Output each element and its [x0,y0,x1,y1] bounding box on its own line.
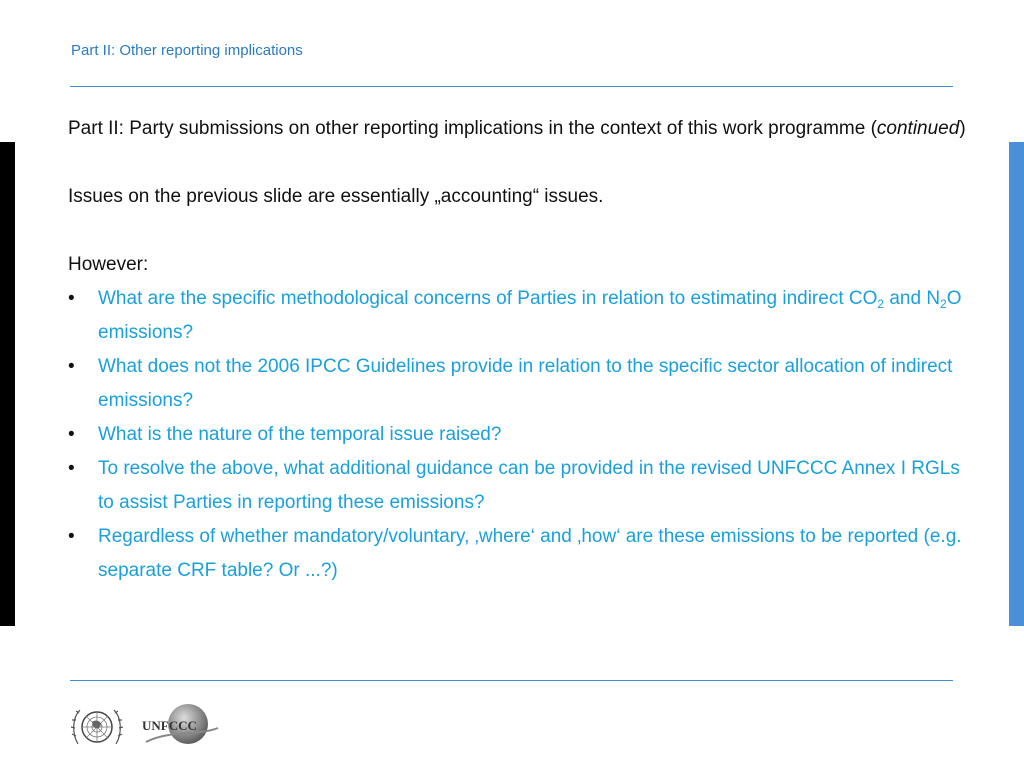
spacer [68,146,968,180]
question-item: • To resolve the above, what additional guidance can be provided in the revised UNFCCC Annex I RGLs to assist Parties in reporting these emissions? [68,452,968,520]
statement-paragraph: Issues on the previous slide are essentially „accounting“ issues. [68,186,604,207]
left-side-bar [0,142,15,626]
spacer [68,214,968,248]
bullet-icon: • [68,526,75,547]
intro-text: Part II: Party submissions on other reporting implications in the context of this work programme ( [68,118,877,139]
bottom-divider [70,680,953,681]
bullet-icon: • [68,458,75,479]
intro-close-paren: ) [959,118,966,139]
slide-header-title: Part II: Other reporting implications [71,42,303,59]
unfccc-logo [138,700,228,754]
un-emblem-icon [70,702,124,752]
question-item: • Regardless of whether mandatory/voluntary, ‚where‘ and ‚how‘ are these emissions to be reported (e.g. separate CRF table? Or ...?) [68,520,968,588]
top-divider [70,86,953,87]
question-item: • What is the nature of the temporal issue raised? [68,418,968,452]
unfccc-logo-text: UNFCCC [142,718,197,733]
intro-italic-text: continued [876,118,960,139]
bullet-icon: • [68,424,75,445]
question-item: • What are the specific methodological concerns of Parties in relation to estimating indirect $CO_2$ and $N_2O$ emissions? [68,282,968,350]
question-item: • What does not the 2006 IPCC Guidelines provide in relation to the specific sector allocation of indirect emissions? [68,350,968,418]
bullet-icon: • [68,356,75,377]
however-label: However: [68,254,149,275]
question-list [68,282,968,588]
slide-body [68,112,968,588]
right-side-bar [1009,142,1024,626]
bullet-icon: • [68,288,75,309]
footer-logos [68,700,228,754]
intro-paragraph [68,112,968,146]
